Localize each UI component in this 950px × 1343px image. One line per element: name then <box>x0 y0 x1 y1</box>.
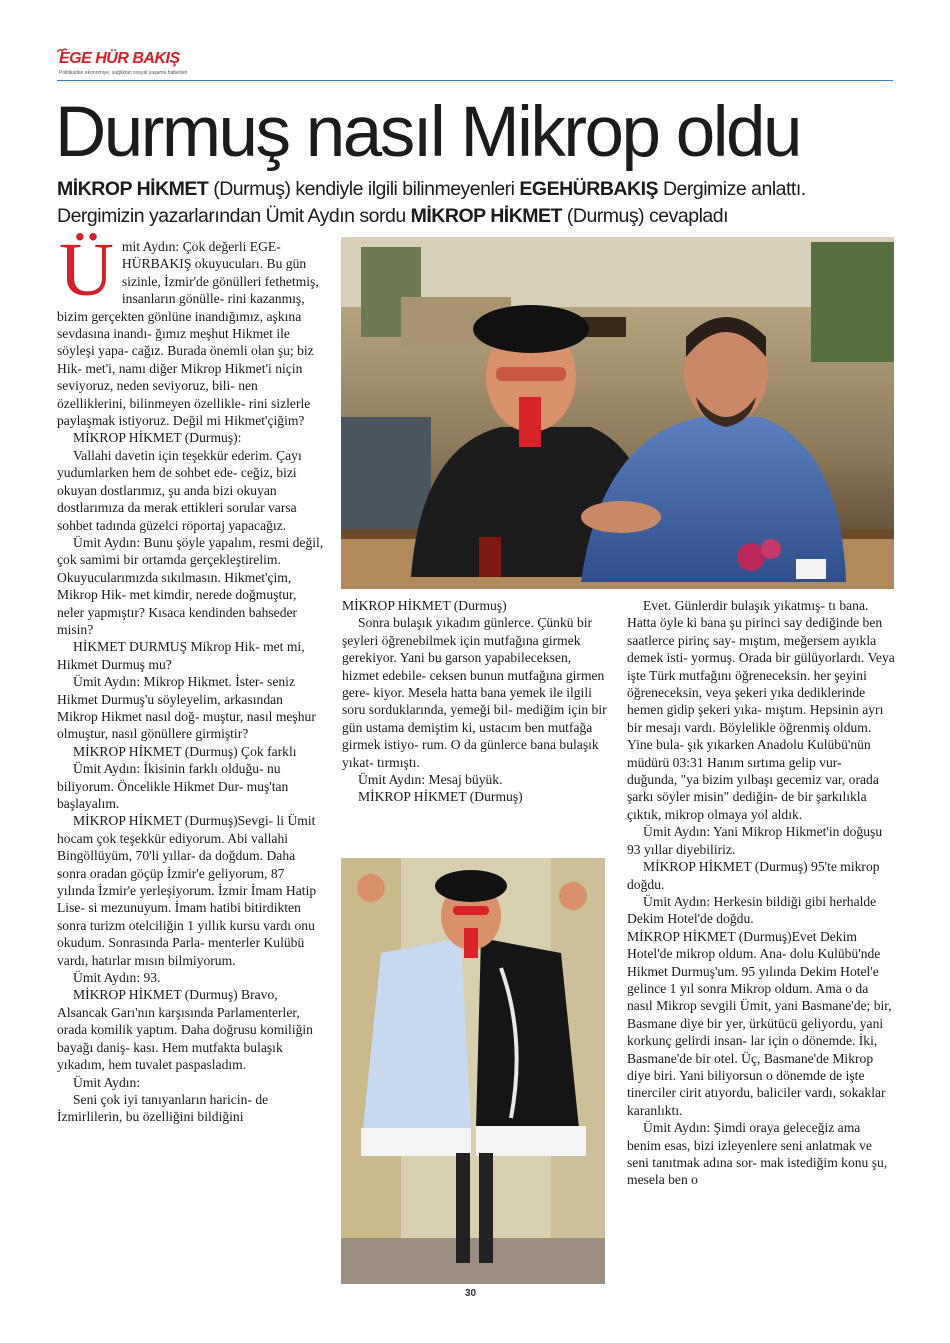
paragraph: MİKROP HİKMET (Durmuş)Sevgi- li Ümit hocam çok teşekkür ediyorum. Abi vallahi Bingöllüyüm, 70'li yıllar- da doğdum. Daha sonra oradan göçüp İzmir'e geliyorum, 87 yılında İzmir'e yerleşiyorum. İzmir İmam Hatip Lise- si mezunuyum. İmam hatibi bitirdikten sonra turizm otelciliğin 1 yıllık kursu vardı onu okudum. Sonrasında Parla- menterler Kulübü vardı, hatırlar mısın bilmiyorum. <box>57 813 317 968</box>
page-number: 30 <box>465 1288 477 1299</box>
drop-cap: Ü <box>59 228 114 312</box>
subhead-line-2 <box>57 203 897 230</box>
paragraph: Evet. Günlerdir bulaşık yıkatmış- tı bana. Hatta öyle ki bana şu pirinci say dediğinde ben saatlerce pirinç say- mıştım, meğersem ayıkla demek isti- yormuş. Orada bir gülüyorlardı. Veya işte Türk mutfağını öğreneceksin. her şeyini öğreneceksin, veya şekeri yıka dediklerinde hemen gidip şekeri yıka- mıştım. Hepsinin ayrı bir mesajı vardı. Böylelikle öğrenmiş oldum. Yine bula- şık yıkarken Anadolu Kulübü'nün müdürü 03:31 Hanım sırtıma gelip vur- duğunda, "ya bizim yılbaşı gecemiz var, orada şarkı söyler misin" dediğin- de bir şarkılıkla çıktık, mikrop olmaya yol aldık. <box>627 598 895 822</box>
paragraph: Vallahi davetin için teşekkür ederim. Çayı yudumlarken hem de sohbet ede- ceğiz, bizi okuyan dostlarımız, şu anda bizi okuyan dostlarımıza da merak ettikleri sorular varsa sohbet tadında güzelci röportaj yapacağız. <box>57 447 302 533</box>
article-column-1 <box>57 228 325 1126</box>
subhead-text: (Durmuş) kendiyle ilgili bilinmeyenleri <box>208 178 520 200</box>
paragraph: MİKROP HİKMET (Durmuş) 95'te mikrop doğdu. <box>627 859 880 892</box>
header-rule <box>57 80 893 81</box>
article-column-3 <box>627 597 895 1189</box>
paragraph: Ümit Aydın: Yani Mikrop Hikmet'in doğuşu 93 yıllar diyebiliriz. <box>627 824 883 857</box>
subhead-text: (Durmuş) cevapladı <box>561 205 729 227</box>
paragraph: Ümit Aydın: Şimdi oraya geleceğiz ama benim esas, bizi izleyenlere seni anlatmak ve seni tanıtmak adına sor- mak istediğim konu şu, mesela ben o <box>627 1120 888 1188</box>
photo-costumes <box>341 858 605 1284</box>
paragraph: MİKROP HİKMET (Durmuş) <box>342 598 507 613</box>
masthead-logo <box>57 47 187 81</box>
subhead-text: Dergimize anlattı. <box>658 178 806 200</box>
paragraph: Ümit Aydın: Mesaj büyük. <box>358 772 503 788</box>
paragraph-text: mit Aydın: Çok değerli EGE- HÜRBAKIŞ okuyucuları. Bu gün sizinle, İzmir'de gönülleri fethetmiş, insanların gönülle- rini kazanmış, bizim gerçekten gönlüne inandığımız, aşkına sevdasına inandı- ğımız meşhut Hikmet ile söyleşi yapa- cağız. Burada önemli olan şu; biz Hik- met'i, namı diğer Mikrop Hikmet'i niçin seviyoruz, neden seviyoruz, bili- nen özelliklerini, bilinmeyen özellikle- rini sizlerle paylaşmak istiyoruz. Değil mi Hikmet'çiğim? <box>57 239 319 429</box>
paragraph: Ümit Aydın: İkisinin farklı olduğu- nu biliyorum. Öncelikle Hikmet Dur- muş'tan başlayalım. <box>57 761 289 811</box>
paragraph: Seni çok iyi tanıyanların haricin- de İzmirlilerin, bu özelliğini bildiğini <box>57 1091 269 1125</box>
paragraph: Ümit Aydın: Herkesin bildiği gibi herhalde Dekim Hotel'de doğdu. <box>627 893 877 927</box>
subhead-magazine: EGEHÜRBAKIŞ <box>519 178 659 200</box>
paragraph: Ümit Aydın: Bunu şöyle yapalım, resmi değil, çok samimi bir ortamda gerçekleştirelim. Okuyucularımızda sıkılmasın. Hikmet'çim, Mikrop Hik- met kimdir, nerede doğmuştur, neler yapmıştır? Kısaca kendinden bahseder misin? <box>57 534 324 637</box>
paragraph: MİKROP HİKMET (Durmuş) Bravo, Alsancak Garı'nın karşısında Parlamenterler, orada komilik yaptım. Daha doğrusu komiliğin bayağı daniş- kası. Hem mutfakta bulaşık yıkadım, hem tuvalet paspasladım. <box>57 987 313 1073</box>
subhead-text: Dergimizin yazarlarından Ümit Aydın sordu <box>57 205 411 227</box>
paragraph: MİKROP HİKMET (Durmuş): <box>73 430 242 446</box>
subhead-line-1 <box>57 176 897 203</box>
paragraph <box>57 228 325 429</box>
logo-tagline: Politikadan ekonomiye, sağlıktan sosyal yaşama haberleri <box>59 70 188 76</box>
photo-image <box>341 237 894 589</box>
paragraph: Ümit Aydın: 93. <box>73 970 161 986</box>
article-column-2 <box>342 597 610 806</box>
paragraph: MİKROP HİKMET (Durmuş) <box>358 789 523 805</box>
paragraph: MİKROP HİKMET (Durmuş) Çok farklı <box>73 743 297 759</box>
subhead-name: MİKROP HİKMET <box>57 178 209 200</box>
photo-interview-cafe <box>341 237 894 589</box>
paragraph: Ümit Aydın: Mikrop Hikmet. İster- seniz Hikmet Durmuş'u söyleyelim, arkasından Mikrop Hikmet nasıl doğ- muştur, nasıl meşhur olmuştur, nasıl gönüllere girmiştir? <box>57 674 316 742</box>
subhead-name: MİKROP HİKMET <box>410 205 562 227</box>
paragraph: Sonra bulaşık yıkadım günlerce. Çünkü bir şeyleri öğrenebilmek için mutfağına girmek gerekiyor. Yani bu garson yapabileceksen, hizmet edebile- ceksen bunun mutfağına girmen gere- kiyor. Mesela hatta bana yemek ile ilgili soru sorduklarında, yemeği bil- mediğim için bir gün ustama demiştim ki, ustacım ben mutfağa girmek istiyo- rum. O da günlerce bana bulaşık yıkat- tırmıştı. <box>342 615 607 770</box>
paragraph: HİKMET DURMUŞ Mikrop Hik- met mi, Hikmet Durmuş mu? <box>57 639 305 672</box>
logo-wordmark: EGE HÜR BAKIŞ <box>59 50 180 67</box>
headline: Durmuş nasıl Mikrop oldu <box>55 93 800 172</box>
paragraph: MİKROP HİKMET (Durmuş)Evet Dekim Hotel'de mikrop oldum. Ana- dolu Kulübü'nde Hikmet Durmuş'um. 95 yılında Dekim Hotel'e gelince 1 yıl sonra Mikrop oldum. Ama o da nasıl Mikrop sevgili Ümit, yani Basmane'de; bir, Basmane diye bir yer, ürkütücü geliyordu, yani korkunç gelirdi insan- lar için o dönemde. İki, Basmane'de bir otel. Üç, Basmane'de Mikrop diye biri. Yani biliyorsun o dönemde de işte tinerciler cirit atıyordu, baliciler vardı, sokaklar karanlıktı. <box>627 928 892 1118</box>
photo-image <box>341 858 605 1284</box>
paragraph: Ümit Aydın: <box>73 1074 141 1090</box>
